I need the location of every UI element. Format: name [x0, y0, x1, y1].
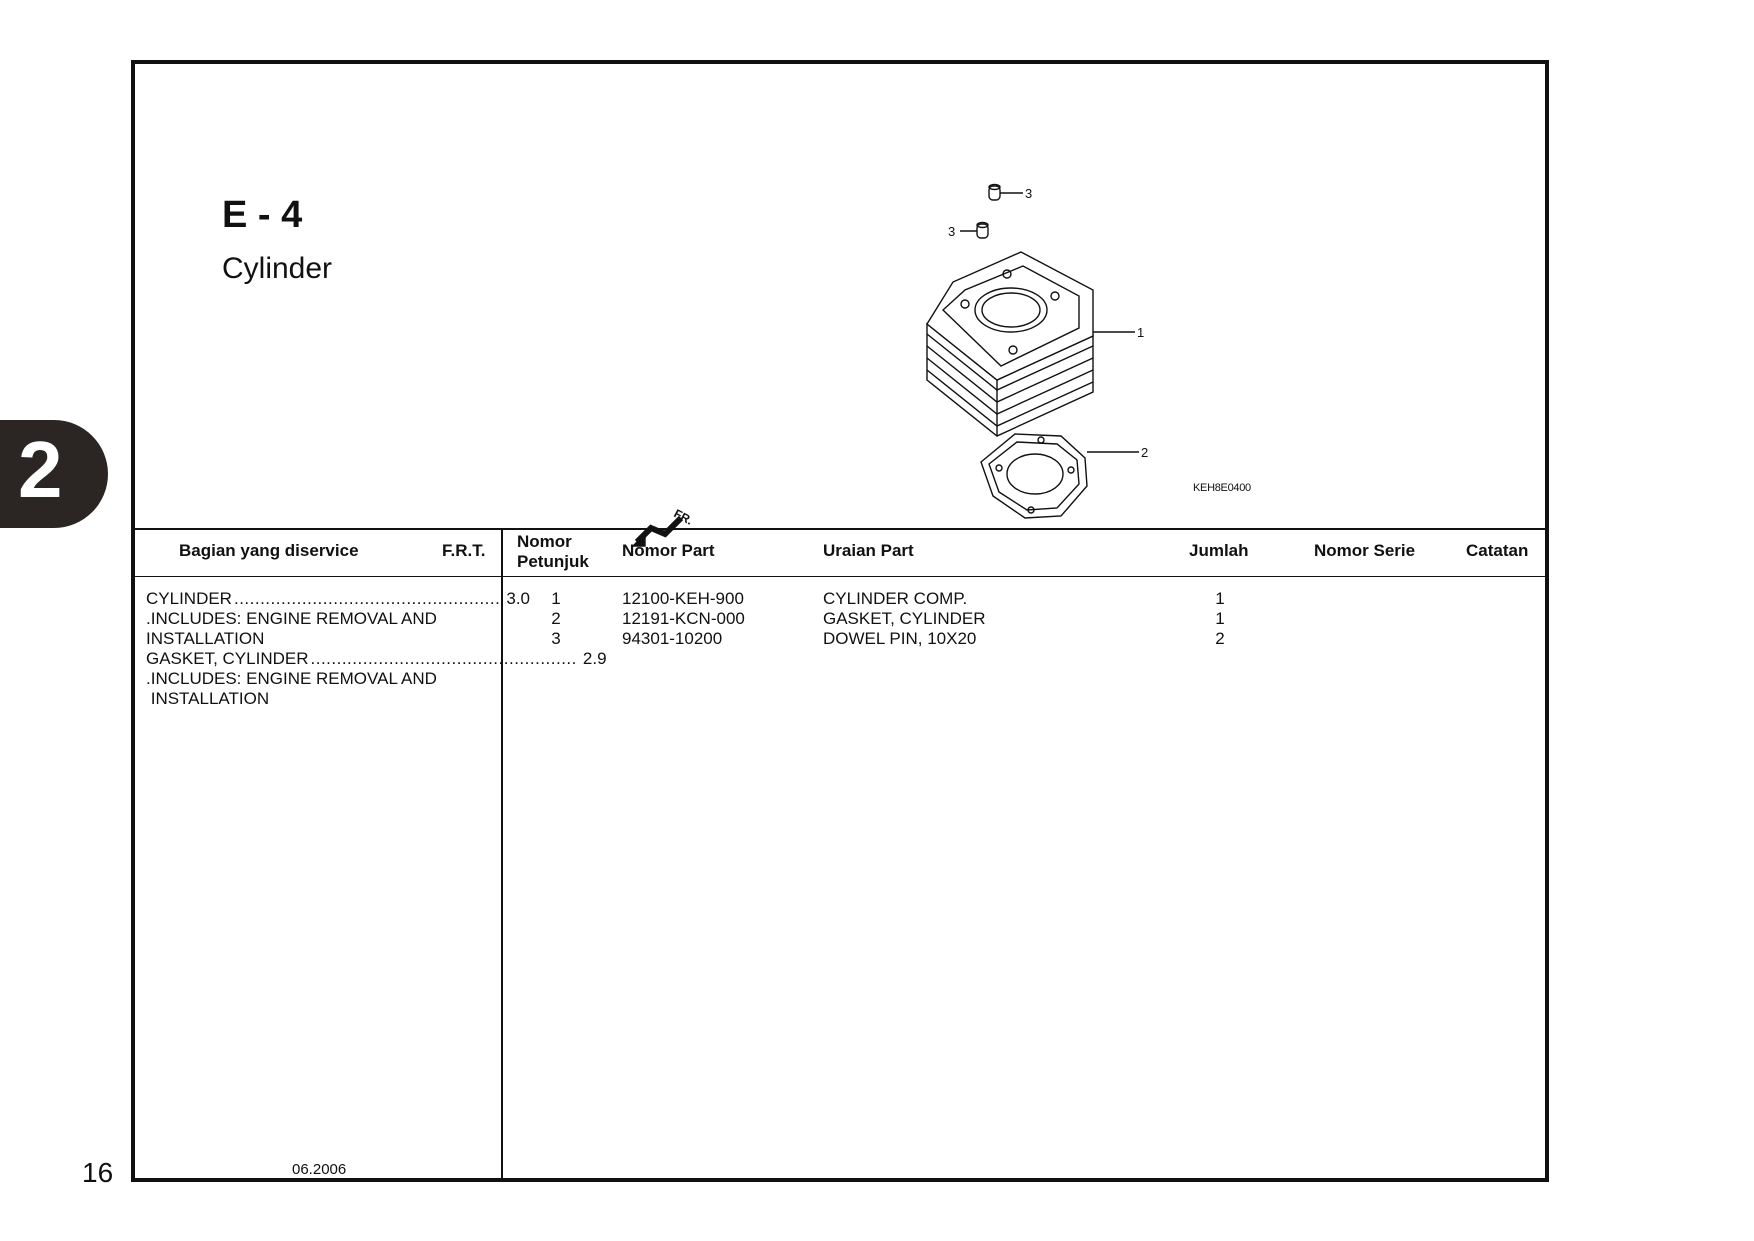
callout-label: 1: [1137, 325, 1145, 340]
service-note: INSTALLATION: [146, 689, 270, 708]
chapter-tab-number: 2: [18, 425, 63, 514]
section-code: E - 4: [222, 194, 303, 236]
header-service: Bagian yang diservice: [179, 541, 359, 560]
service-frt: 2.9: [582, 649, 607, 668]
part-quantity: 2: [1215, 629, 1225, 648]
part-number: 94301-10200: [622, 629, 723, 648]
page-frame: [131, 60, 1549, 1182]
table-row: [135, 609, 1545, 629]
page-number: 16: [82, 1157, 114, 1188]
header-description: Uraian Part: [823, 541, 914, 560]
section-title: Cylinder: [222, 252, 333, 285]
header-notes: Catatan: [1466, 541, 1529, 560]
callout-label: 2: [1141, 445, 1149, 460]
figure-code: KEH8E0400: [1193, 482, 1251, 494]
header-ref-line2: Petunjuk: [517, 552, 589, 571]
service-item: [146, 649, 607, 669]
header-qty: Jumlah: [1189, 541, 1249, 560]
service-name: CYLINDER: [146, 589, 232, 608]
service-leader: ...................................................: [233, 589, 501, 608]
part-description: GASKET, CYLINDER: [823, 609, 986, 628]
header-part-no: Nomor Part: [622, 541, 715, 560]
dowel-pin-icon: [960, 223, 988, 239]
service-name: GASKET, CYLINDER: [146, 649, 309, 668]
service-leader: ...................................................: [310, 649, 577, 668]
service-note: .INCLUDES: ENGINE REMOVAL AND: [146, 669, 437, 688]
front-mark: FR.: [671, 506, 696, 528]
part-description: DOWEL PIN, 10X20: [823, 629, 977, 648]
service-note: INSTALLATION: [146, 629, 265, 648]
gasket-icon: [981, 434, 1139, 518]
table-row: [135, 629, 1545, 649]
ref-number: 1: [551, 589, 561, 608]
callout-label: 3: [1025, 186, 1033, 201]
header-ref: [517, 532, 589, 572]
table-top-rule: [135, 528, 1545, 530]
ref-number: 3: [551, 629, 561, 648]
cylinder-exploded-diagram: [555, 114, 1475, 554]
chapter-tab: [0, 420, 108, 528]
revision-date: 06.2006: [292, 1161, 347, 1178]
header-ref-line1: Nomor: [517, 532, 572, 551]
part-description: CYLINDER COMP.: [823, 589, 968, 608]
cylinder-icon: [927, 252, 1135, 436]
service-note: .INCLUDES: ENGINE REMOVAL AND: [146, 609, 437, 628]
parts-list: [135, 589, 1545, 649]
callout-label: 3: [948, 224, 956, 239]
header-frt: F.R.T.: [442, 541, 486, 560]
service-frt: 3.0: [506, 589, 530, 608]
part-quantity: 1: [1215, 609, 1225, 628]
part-number: 12100-KEH-900: [622, 589, 744, 608]
part-number: 12191-KCN-000: [622, 609, 745, 628]
header-serial: Nomor Serie: [1314, 541, 1416, 560]
ref-number: 2: [551, 609, 561, 628]
dowel-pin-icon: [989, 185, 1023, 201]
table-row: [135, 589, 1545, 609]
part-quantity: 1: [1215, 589, 1225, 608]
table-header-rule: [135, 576, 1545, 577]
